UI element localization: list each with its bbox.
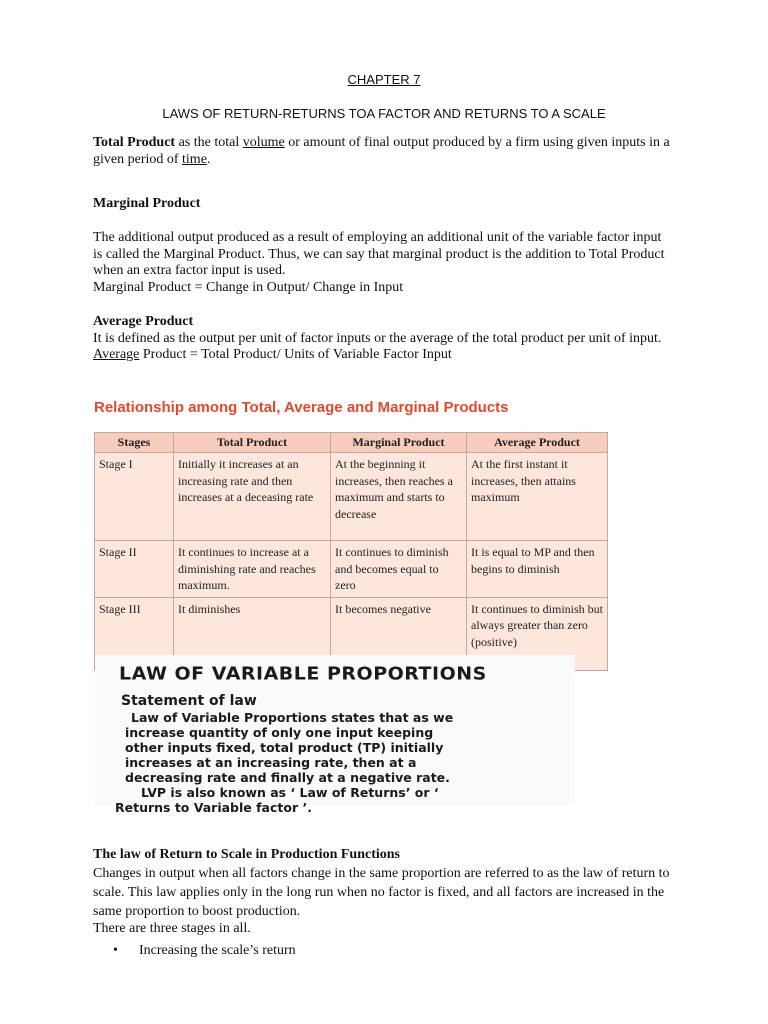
table-cell: It continues to diminish but always greater than zero (positive)	[467, 597, 608, 670]
relationship-table	[94, 432, 608, 671]
total-product-definition: Total Product as the total volume or amount of final output produced by a firm using given inputs in a given period of time.	[93, 135, 670, 167]
marginal-product-paragraph: The additional output produced as a result of employing an additional unit of the variable factor input is called the Marginal Product. Thus, we can say that marginal product is the addition to Total Product when an extra factor input is used.	[93, 230, 665, 278]
average-product-formula: Average Product = Total Product/ Units of Variable Factor Input	[93, 347, 452, 362]
header-marginal-product: Marginal Product	[331, 433, 467, 453]
table-cell: At the beginning it increases, then reaches a maximum and starts to decrease	[331, 453, 467, 541]
returns-to-scale-paragraph: Changes in output when all factors change in the same proportion are referred to as the law of return to scale. This law applies only in the long run when no factor is fixed, and all factors are increased in the same proportion to boost production.	[93, 865, 670, 919]
table-header-row	[95, 433, 608, 453]
marginal-product-formula: Marginal Product = Change in Output/ Change in Input	[93, 279, 404, 295]
lvp-statement-label: Statement of law	[121, 693, 257, 709]
header-average-product: Average Product	[467, 433, 608, 453]
table-cell: Stage III	[95, 597, 174, 670]
lvp-statement-body: Law of Variable Proportions states that as we increase quantity of only one input keeping other inputs fixed, total product (TP) initially increases at an increasing rate, then at a decreasing rate and finally at a negative rate. LVP is also known as ‘ Law of Returns’ or ‘ Returns to Variable factor ’.	[115, 710, 454, 815]
table-cell: It becomes negative	[331, 597, 467, 670]
bullet-icon: •	[113, 943, 118, 958]
table-row	[95, 453, 608, 541]
table-cell: Stage II	[95, 541, 174, 598]
returns-to-scale-heading: The law of Return to Scale in Production Functions	[93, 847, 400, 862]
header-total-product: Total Product	[174, 433, 331, 453]
average-link[interactable]: Average	[93, 347, 140, 362]
time-link[interactable]: time	[182, 151, 207, 167]
average-product-section	[93, 314, 673, 364]
relationship-title: Relationship among Total, Average and Marginal Products	[94, 399, 509, 416]
average-product-heading: Average Product	[93, 314, 194, 329]
table-cell: It is equal to MP and then begins to diminish	[467, 541, 608, 598]
marginal-product-section	[93, 230, 673, 296]
returns-to-scale-section	[93, 847, 673, 937]
table-cell: Stage I	[95, 453, 174, 541]
table-cell: Initially it increases at an increasing rate and then increases at a deceasing rate	[174, 453, 331, 541]
table-cell: It diminishes	[174, 597, 331, 670]
lvp-image-panel	[95, 655, 575, 815]
lvp-title: LAW OF VARIABLE PROPORTIONS	[119, 663, 487, 685]
table-cell: At the first instant it increases, then attains maximum	[467, 453, 608, 541]
header-stages: Stages	[95, 433, 174, 453]
list-item-text: Increasing the scale’s return	[139, 943, 296, 958]
chapter-subtitle: LAWS OF RETURN-RETURNS TOA FACTOR AND RETURNS TO A SCALE	[162, 106, 606, 121]
marginal-product-heading: Marginal Product	[93, 196, 201, 211]
table-cell: It continues to increase at a diminishing rate and reaches maximum.	[174, 541, 331, 598]
total-product-term: Total Product	[93, 135, 176, 150]
three-stages-line: There are three stages in all.	[93, 920, 251, 936]
list-item	[113, 943, 296, 959]
table-row	[95, 541, 608, 598]
volume-link[interactable]: volume	[242, 135, 285, 150]
average-product-paragraph: It is defined as the output per unit of factor inputs or the average of the total product per unit of input.	[93, 330, 662, 346]
table-cell: It continues to diminish and becomes equal to zero	[331, 541, 467, 598]
chapter-heading: CHAPTER 7	[347, 72, 421, 87]
